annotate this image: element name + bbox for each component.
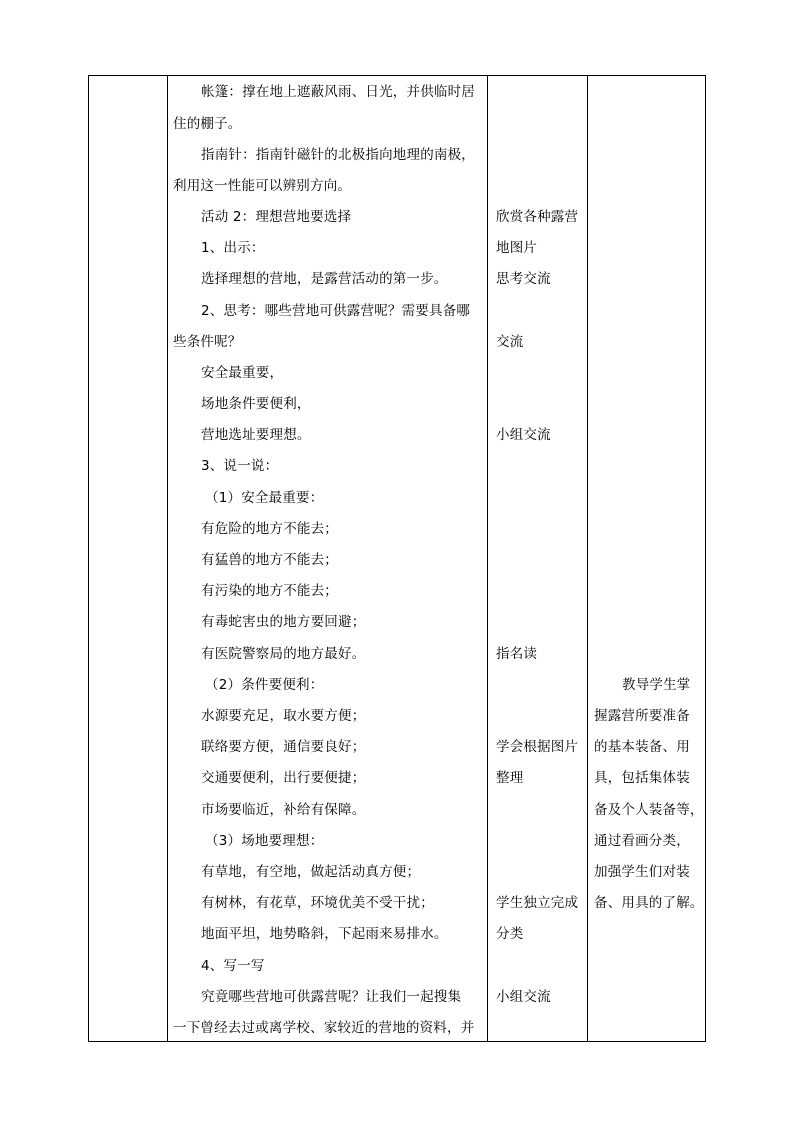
condition-ideal: 营地选址要理想。 (201, 427, 311, 443)
intent-line: 具，包括集体装 (594, 770, 690, 786)
group-exchange-1: 小组交流 (496, 427, 551, 443)
classify-line1: 学生独立完成 (496, 895, 579, 911)
exchange: 交流 (496, 334, 524, 350)
step4-line2: 一下曾经去过或离学校、家较近的营地的资料，并 (173, 1020, 475, 1036)
list-item: 水源要充足，取水要方便； (201, 708, 366, 724)
list-item: 有草地，有空地，做起活动真方便； (201, 864, 421, 880)
read-by-name: 指名读 (496, 646, 538, 662)
intent-line: 的基本装备、用 (594, 739, 690, 755)
step2-line2: 些条件呢？ (173, 334, 242, 350)
list-item: 市场要临近，补给有保障。 (201, 802, 366, 818)
step4-label: 4、写一写 (201, 958, 265, 974)
condition-convenient: 场地条件要便利， (201, 396, 311, 412)
appreciate-line2: 地图片 (496, 240, 538, 256)
classify-line2: 分类 (496, 926, 524, 942)
organize-line2: 整理 (496, 770, 524, 786)
list-item: 有毒蛇害虫的地方要回避； (201, 614, 366, 630)
step1-label: 1、出示： (201, 240, 265, 256)
list-item: 有医院警察局的地方最好。 (201, 646, 366, 662)
organize-line1: 学会根据图片 (496, 739, 579, 755)
list-item: 交通要便利，出行要便捷； (201, 770, 366, 786)
appreciate-line1: 欣赏各种露营 (496, 209, 579, 225)
list-item: 地面平坦，地势略斜，下起雨来易排水。 (201, 926, 448, 942)
convenience-title: （2）条件要便利： (205, 677, 324, 693)
group-exchange-2: 小组交流 (496, 989, 551, 1005)
list-item: 有污染的地方不能去； (201, 583, 338, 599)
intent-line: 加强学生们对装 (594, 864, 690, 880)
tent-definition-line1: 帐篷：撑在地上遮蔽风雨、日光，并供临时居 (201, 84, 475, 100)
column-divider-1 (167, 75, 168, 1042)
step4-line1: 究竟哪些营地可供露营呢？让我们一起搜集 (201, 989, 462, 1005)
intent-line: 握露营所要准备 (594, 708, 690, 724)
step1-text: 选择理想的营地，是露营活动的第一步。 (201, 271, 448, 287)
site-title: （3）场地要理想： (205, 833, 324, 849)
list-item: 有树林，有花草，环境优美不受干扰； (201, 895, 434, 911)
intent-line: 通过看画分类， (594, 833, 690, 849)
compass-definition-line2: 利用这一性能可以辨别方向。 (173, 178, 352, 194)
step3-label: 3、说一说： (201, 458, 279, 474)
safety-title: （1）安全最重要： (205, 490, 324, 506)
compass-definition-line1: 指南针：指南针磁针的北极指向地理的南极， (201, 147, 475, 163)
list-item: 联络要方便，通信要良好； (201, 739, 366, 755)
intent-line: 教导学生掌 (622, 677, 691, 693)
intent-line: 备、用具的了解。 (594, 895, 704, 911)
column-divider-2 (487, 75, 488, 1042)
tent-definition-line2: 住的棚子。 (173, 116, 242, 132)
list-item: 有危险的地方不能去； (201, 521, 338, 537)
list-item: 有猛兽的地方不能去； (201, 552, 338, 568)
think-exchange: 思考交流 (496, 271, 551, 287)
step2-line1: 2、思考：哪些营地可供露营呢？需要具备哪 (201, 303, 471, 319)
intent-line: 备及个人装备等， (594, 802, 704, 818)
condition-safety: 安全最重要， (201, 365, 284, 381)
column-divider-3 (587, 75, 588, 1042)
activity2-title: 活动 2：理想营地要选择 (201, 209, 352, 225)
